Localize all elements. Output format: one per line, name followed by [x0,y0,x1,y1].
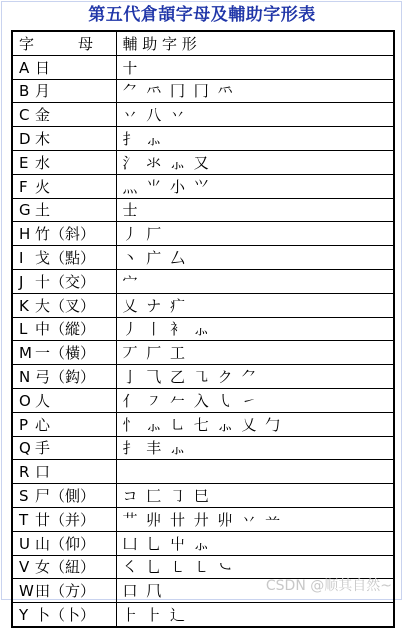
table-row [12,507,394,531]
key-name: 大（叉） [35,296,96,315]
table-row [12,317,394,341]
auxiliary-shapes-cell: 丶 广 厶 [116,246,394,270]
header-shapes: 輔 助 字 形 [116,31,394,55]
header-letter-a: 字 [19,34,35,53]
auxiliary-shapes-cell: ⺊ ⺊ 辶 [116,603,394,627]
key-name: 卜（卜） [35,606,96,625]
key-name: 田（方） [35,582,96,601]
letter-cell [12,603,116,627]
watermark: CSDN @顺其自然~ [265,578,392,594]
key-letter: K [19,296,29,315]
key-name: 人 [35,391,51,410]
letter-cell [12,198,116,222]
table-row [12,412,394,436]
key-name: 口 [35,463,51,482]
table-row [12,79,394,103]
auxiliary-shapes-cell: 丿 丨 衤 ⺗ [116,317,394,341]
auxiliary-shapes-cell: 氵 氺 ⺗ 又 [116,150,394,174]
key-name: 月 [35,82,51,101]
cangjie-table [11,30,395,628]
key-name: 中（縱） [35,320,96,339]
auxiliary-shapes-cell: 〸 [116,55,394,79]
key-letter: N [19,368,31,387]
table-row [12,174,394,198]
letter-cell [12,412,116,436]
key-letter: T [19,510,29,529]
header-letter [12,31,116,55]
letter-cell [12,579,116,603]
key-name: 心 [35,415,51,434]
key-letter: J [19,272,24,291]
key-letter: V [19,558,30,577]
letter-cell [12,103,116,127]
table-row [12,127,394,151]
table-row [12,531,394,555]
letter-cell [12,293,116,317]
key-letter: P [19,415,29,434]
key-name: 金 [35,106,51,125]
auxiliary-shapes-cell: 丷 八 丷 [116,103,394,127]
auxiliary-shapes-cell: 忄 ⺗ ㇟ 七 ⺗ 乂 勹 [116,412,394,436]
table-row [12,365,394,389]
table-row [12,269,394,293]
key-letter: L [19,320,28,339]
table-row [12,55,394,79]
auxiliary-shapes-cell: 亅 ⺄ 乙 ㇈ ク ⺈ [116,365,394,389]
key-letter: G [19,201,31,220]
key-letter: M [19,344,32,363]
key-name: 手 [35,439,51,458]
letter-cell [12,484,116,508]
letter-cell [12,507,116,531]
auxiliary-shapes-cell: 凵 乚 屮 ⺗ [116,531,394,555]
key-letter: F [19,177,28,196]
key-name: 一（橫） [35,344,96,363]
auxiliary-shapes-cell: 扌 ⺗ [116,127,394,151]
auxiliary-shapes-cell: 口 ⺇ [116,579,394,603]
table-row [12,388,394,412]
auxiliary-shapes-cell: コ 匚 ㇆ 巳 [116,484,394,508]
table-row [12,150,394,174]
key-letter: H [19,225,31,244]
letter-cell [12,55,116,79]
table-row [12,436,394,460]
auxiliary-shapes-cell: 宀 [116,269,394,293]
key-name: 竹（斜） [35,225,96,244]
key-name: 十（交） [35,272,96,291]
table-row [12,484,394,508]
auxiliary-shapes-cell: 亻 ㇇ 𠂉 入 ㇂ ㇀ [116,388,394,412]
auxiliary-shapes-cell: 艹 丱 卄 廾 丱 丷 䒑 [116,507,394,531]
letter-cell [12,269,116,293]
auxiliary-shapes-cell: 士 [116,198,394,222]
key-letter: U [19,534,30,553]
letter-cell [12,79,116,103]
key-name: 弓（鈎） [35,368,96,387]
key-name: 土 [35,201,51,220]
letter-cell [12,150,116,174]
key-letter: E [19,153,29,172]
key-letter: S [19,487,29,506]
letter-cell [12,555,116,579]
auxiliary-shapes-cell: 乂 ナ 疒 [116,293,394,317]
key-letter: B [19,82,30,101]
key-name: 廿（并） [35,510,96,529]
key-letter: A [19,58,30,77]
page-title: 第五代倉頡字母及輔助字形表 [88,5,316,25]
table-row [12,198,394,222]
key-name: 水 [35,153,51,172]
letter-cell [12,317,116,341]
table-row [12,603,394,627]
auxiliary-shapes-cell: 扌 丰 ⺗ [116,436,394,460]
table-row [12,341,394,365]
table-row [12,293,394,317]
key-name: 山（仰） [35,534,96,553]
table-body [12,55,394,627]
letter-cell [12,460,116,484]
letter-cell [12,365,116,389]
key-letter: Q [19,439,31,458]
auxiliary-shapes-cell: 灬 ⺌ 小 ⺍ [116,174,394,198]
auxiliary-shapes-cell: ⺈ ⺤ 冂 冂 ⺤ [116,79,394,103]
auxiliary-shapes-cell [116,460,394,484]
key-name: 木 [35,130,51,149]
key-letter: I [19,249,24,268]
letter-cell [12,174,116,198]
key-name: 日 [35,58,51,77]
key-letter: C [19,106,30,125]
table-row [12,460,394,484]
auxiliary-shapes-cell: ㇛ 乚 ㇄ ㇄ ㇃ [116,555,394,579]
key-letter: O [19,391,31,410]
table-row [12,555,394,579]
table-row [12,103,394,127]
letter-cell [12,246,116,270]
key-letter: D [19,130,31,149]
letter-cell [12,436,116,460]
letter-cell [12,127,116,151]
key-letter: W [19,582,34,601]
key-letter: Y [19,606,29,625]
auxiliary-shapes-cell: 丆 厂 工 [116,341,394,365]
auxiliary-shapes-cell: 丿 厂 [116,222,394,246]
letter-cell [12,531,116,555]
key-name: 火 [35,177,51,196]
table-row [12,246,394,270]
key-name: 戈（點） [35,249,96,268]
letter-cell [12,341,116,365]
table-row [12,222,394,246]
key-letter: R [19,463,30,482]
letter-cell [12,222,116,246]
header-letter-b: 母 [78,34,94,53]
letter-cell [12,388,116,412]
table-header-row [12,31,394,55]
key-name: 女（紐） [35,558,96,577]
key-name: 尸（側） [35,487,96,506]
